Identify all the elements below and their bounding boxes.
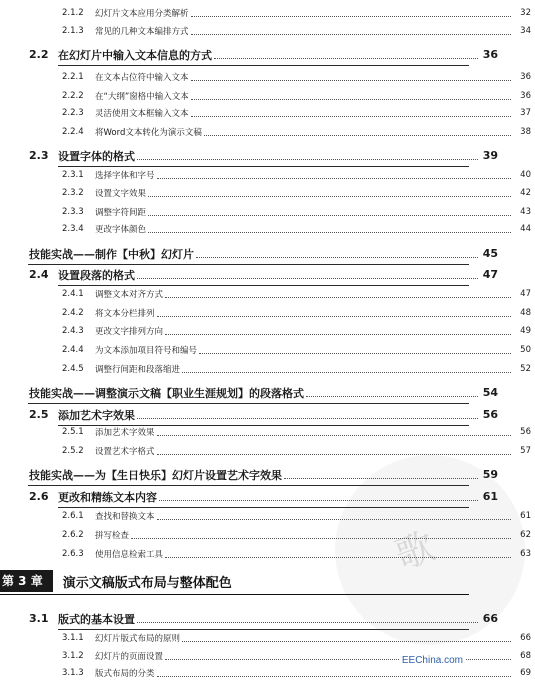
toc-subsection-row bbox=[0, 343, 535, 357]
toc-number: 2.6.1 bbox=[62, 511, 84, 521]
toc-subsection-row bbox=[0, 287, 535, 301]
toc-title: 拼写检查 bbox=[95, 531, 130, 541]
toc-subsection-row bbox=[0, 631, 535, 645]
toc-page-number: 63 bbox=[520, 549, 531, 559]
toc-page-number: 34 bbox=[520, 26, 531, 36]
toc-number: 2.4.1 bbox=[62, 289, 84, 299]
toc-page-number: 61 bbox=[482, 490, 498, 503]
toc-subsection-row bbox=[0, 106, 535, 120]
toc-number: 2.5 bbox=[29, 408, 49, 421]
toc-number: 2.6.2 bbox=[62, 530, 84, 540]
toc-number: 2.4 bbox=[29, 268, 49, 281]
toc-page-number: 47 bbox=[520, 289, 531, 299]
toc-page-number: 39 bbox=[482, 149, 498, 162]
toc-number: 2.1.2 bbox=[62, 8, 84, 18]
toc-title: 为文本添加项目符号和编号 bbox=[95, 346, 198, 356]
toc-practice-row bbox=[0, 466, 502, 483]
toc-title: 添加艺术字效果 bbox=[58, 408, 135, 422]
watermark-calligraphy: 歌 bbox=[389, 523, 441, 578]
toc-title: 调整行间距和段落缩进 bbox=[95, 365, 181, 375]
toc-leader-dots bbox=[137, 621, 478, 623]
toc-page-number: 62 bbox=[520, 530, 531, 540]
toc-page-number: 40 bbox=[520, 170, 531, 180]
toc-title: 设置艺术字格式 bbox=[95, 447, 155, 457]
toc-title: 技能实战——调整演示文稿【职业生涯规划】的段落格式 bbox=[29, 386, 304, 400]
toc-page-number: 37 bbox=[520, 108, 531, 118]
toc-leader-dots bbox=[165, 296, 511, 298]
toc-title: 将文本分栏排列 bbox=[95, 309, 155, 319]
toc-number: 2.6 bbox=[29, 490, 49, 503]
toc-page-number: 59 bbox=[482, 468, 498, 481]
toc-title: 设置段落的格式 bbox=[58, 268, 135, 282]
toc-leader-dots bbox=[157, 675, 511, 677]
toc-rule bbox=[28, 403, 469, 404]
toc-leader-dots bbox=[159, 499, 478, 501]
toc-title: 将Word文本转化为演示文稿 bbox=[95, 128, 202, 138]
toc-page-number: 36 bbox=[520, 72, 531, 82]
toc-number: 2.4.4 bbox=[62, 345, 84, 355]
toc-subsection-row bbox=[0, 324, 535, 338]
toc-leader-dots bbox=[137, 417, 478, 419]
toc-number: 2.3.3 bbox=[62, 207, 84, 217]
toc-section-row bbox=[0, 46, 502, 63]
toc-leader-dots bbox=[191, 115, 511, 117]
toc-subsection-row bbox=[0, 528, 535, 542]
toc-leader-dots bbox=[199, 352, 511, 354]
toc-title: 更改字体颜色 bbox=[95, 225, 147, 235]
toc-number: 2.2 bbox=[29, 48, 49, 61]
toc-leader-dots bbox=[165, 333, 511, 335]
toc-subsection-row bbox=[0, 6, 535, 20]
toc-leader-dots bbox=[196, 256, 478, 258]
toc-number: 2.4.2 bbox=[62, 308, 84, 318]
toc-subsection-row bbox=[0, 444, 535, 458]
toc-page-number: 44 bbox=[520, 224, 531, 234]
toc-title: 在“大纲”窗格中输入文本 bbox=[95, 92, 189, 102]
toc-leader-dots bbox=[214, 57, 478, 59]
toc-section-row bbox=[0, 406, 502, 423]
toc-number: 2.2.2 bbox=[62, 91, 84, 101]
chapter-underline bbox=[0, 594, 469, 595]
toc-number: 2.2.1 bbox=[62, 72, 84, 82]
toc-title: 使用信息检索工具 bbox=[95, 550, 164, 560]
toc-number: 2.5.1 bbox=[62, 427, 84, 437]
toc-section-row bbox=[0, 488, 502, 505]
toc-subsection-row bbox=[0, 186, 535, 200]
toc-section-row bbox=[0, 266, 502, 283]
toc-rule bbox=[28, 485, 469, 486]
toc-page-number: 32 bbox=[520, 8, 531, 18]
toc-number: 2.3 bbox=[29, 149, 49, 162]
toc-subsection-row bbox=[0, 666, 535, 680]
toc-page-number: 43 bbox=[520, 207, 531, 217]
toc-title: 更改文字排列方向 bbox=[95, 327, 164, 337]
toc-title: 设置文字效果 bbox=[95, 189, 147, 199]
toc-title: 幻灯片文本应用分类解析 bbox=[95, 9, 189, 19]
toc-title: 调整字符间距 bbox=[95, 208, 147, 218]
toc-subsection-row bbox=[0, 24, 535, 38]
chapter-title: 演示文稿版式布局与整体配色 bbox=[62, 575, 232, 591]
toc-subsection-row bbox=[0, 222, 535, 236]
toc-leader-dots bbox=[157, 434, 511, 436]
toc-page-number: 54 bbox=[482, 386, 498, 399]
toc-leader-dots bbox=[191, 15, 511, 17]
toc-number: 2.3.2 bbox=[62, 188, 84, 198]
toc-title: 选择字体和字号 bbox=[95, 171, 155, 181]
toc-section-row bbox=[0, 147, 502, 164]
toc-page-number: 52 bbox=[520, 364, 531, 374]
toc-rule bbox=[58, 166, 469, 167]
toc-leader-dots bbox=[137, 277, 478, 279]
toc-leader-dots bbox=[191, 79, 511, 81]
toc-subsection-row bbox=[0, 306, 535, 320]
toc-title: 常见的几种文本编排方式 bbox=[95, 27, 189, 37]
toc-leader-dots bbox=[165, 556, 511, 558]
toc-number: 2.1.3 bbox=[62, 26, 84, 36]
toc-leader-dots bbox=[148, 231, 511, 233]
toc-subsection-row bbox=[0, 547, 535, 561]
toc-page-number: 49 bbox=[520, 326, 531, 336]
toc-number: 3.1 bbox=[29, 612, 49, 625]
toc-page-number: 38 bbox=[520, 127, 531, 137]
toc-section-row bbox=[0, 610, 502, 627]
toc-number: 2.5.2 bbox=[62, 446, 84, 456]
toc-leader-dots bbox=[157, 177, 511, 179]
toc-number: 2.3.1 bbox=[62, 170, 84, 180]
toc-number: 3.1.3 bbox=[62, 668, 84, 678]
toc-leader-dots bbox=[182, 640, 511, 642]
toc-leader-dots bbox=[284, 477, 478, 479]
site-logo: EEChina.com bbox=[401, 655, 463, 666]
toc-title: 版式的基本设置 bbox=[58, 612, 135, 626]
toc-leader-dots bbox=[306, 395, 478, 397]
toc-subsection-row bbox=[0, 125, 535, 139]
toc-leader-dots bbox=[131, 537, 511, 539]
toc-title: 技能实战——制作【中秋】幻灯片 bbox=[29, 247, 194, 261]
toc-title: 幻灯片的页面设置 bbox=[95, 652, 164, 662]
toc-number: 2.6.3 bbox=[62, 549, 84, 559]
toc-practice-row bbox=[0, 245, 502, 262]
toc-rule bbox=[58, 285, 469, 286]
toc-rule bbox=[58, 629, 469, 630]
toc-title: 添加艺术字效果 bbox=[95, 428, 155, 438]
toc-leader-dots bbox=[191, 98, 511, 100]
toc-subsection-row bbox=[0, 425, 535, 439]
toc-page-number: 36 bbox=[482, 48, 498, 61]
toc-number: 2.4.5 bbox=[62, 364, 84, 374]
toc-number: 2.4.3 bbox=[62, 326, 84, 336]
toc-page-number: 57 bbox=[520, 446, 531, 456]
toc-leader-dots bbox=[148, 214, 511, 216]
toc-number: 2.2.3 bbox=[62, 108, 84, 118]
toc-leader-dots bbox=[204, 134, 511, 136]
chapter-label: 第 3 章 bbox=[0, 570, 53, 592]
toc-subsection-row bbox=[0, 205, 535, 219]
toc-page-number: 66 bbox=[520, 633, 531, 643]
toc-leader-dots bbox=[157, 518, 511, 520]
toc-title: 查找和替换文本 bbox=[95, 512, 155, 522]
toc-leader-dots bbox=[157, 315, 511, 317]
toc-title: 在幻灯片中输入文本信息的方式 bbox=[58, 48, 212, 62]
toc-rule bbox=[58, 65, 469, 66]
toc-page-number: 66 bbox=[482, 612, 498, 625]
toc-page-number: 48 bbox=[520, 308, 531, 318]
toc-number: 3.1.2 bbox=[62, 651, 84, 661]
toc-page-number: 56 bbox=[520, 427, 531, 437]
toc-title: 幻灯片版式布局的原则 bbox=[95, 634, 181, 644]
toc-practice-row bbox=[0, 384, 502, 401]
toc-title: 版式布局的分类 bbox=[95, 669, 155, 679]
toc-page-number: 42 bbox=[520, 188, 531, 198]
toc-title: 更改和精练文本内容 bbox=[58, 490, 157, 504]
toc-rule bbox=[28, 264, 469, 265]
toc-subsection-row bbox=[0, 362, 535, 376]
toc-page-number: 45 bbox=[482, 247, 498, 260]
toc-page-number: 61 bbox=[520, 511, 531, 521]
toc-subsection-row bbox=[0, 70, 535, 84]
toc-page-number: 50 bbox=[520, 345, 531, 355]
toc-leader-dots bbox=[157, 453, 511, 455]
toc-page-number: 68 bbox=[520, 651, 531, 661]
toc-rule bbox=[58, 507, 469, 508]
toc-page-number: 56 bbox=[482, 408, 498, 421]
toc-leader-dots bbox=[137, 158, 478, 160]
toc-page-number: 47 bbox=[482, 268, 498, 281]
toc-number: 2.3.4 bbox=[62, 224, 84, 234]
toc-leader-dots bbox=[182, 371, 511, 373]
toc-title: 在文本占位符中输入文本 bbox=[95, 73, 189, 83]
toc-leader-dots bbox=[148, 195, 511, 197]
toc-page-number: 69 bbox=[520, 668, 531, 678]
toc-number: 3.1.1 bbox=[62, 633, 84, 643]
toc-title: 灵活使用文本框输入文本 bbox=[95, 109, 189, 119]
toc-title: 设置字体的格式 bbox=[58, 149, 135, 163]
chapter-heading bbox=[0, 570, 469, 592]
toc-subsection-row bbox=[0, 509, 535, 523]
toc-subsection-row bbox=[0, 168, 535, 182]
toc-title: 调整文本对齐方式 bbox=[95, 290, 164, 300]
toc-number: 2.2.4 bbox=[62, 127, 84, 137]
toc-page-number: 36 bbox=[520, 91, 531, 101]
toc-title: 技能实战——为【生日快乐】幻灯片设置艺术字效果 bbox=[29, 468, 282, 482]
toc-leader-dots bbox=[191, 33, 511, 35]
toc-subsection-row bbox=[0, 89, 535, 103]
